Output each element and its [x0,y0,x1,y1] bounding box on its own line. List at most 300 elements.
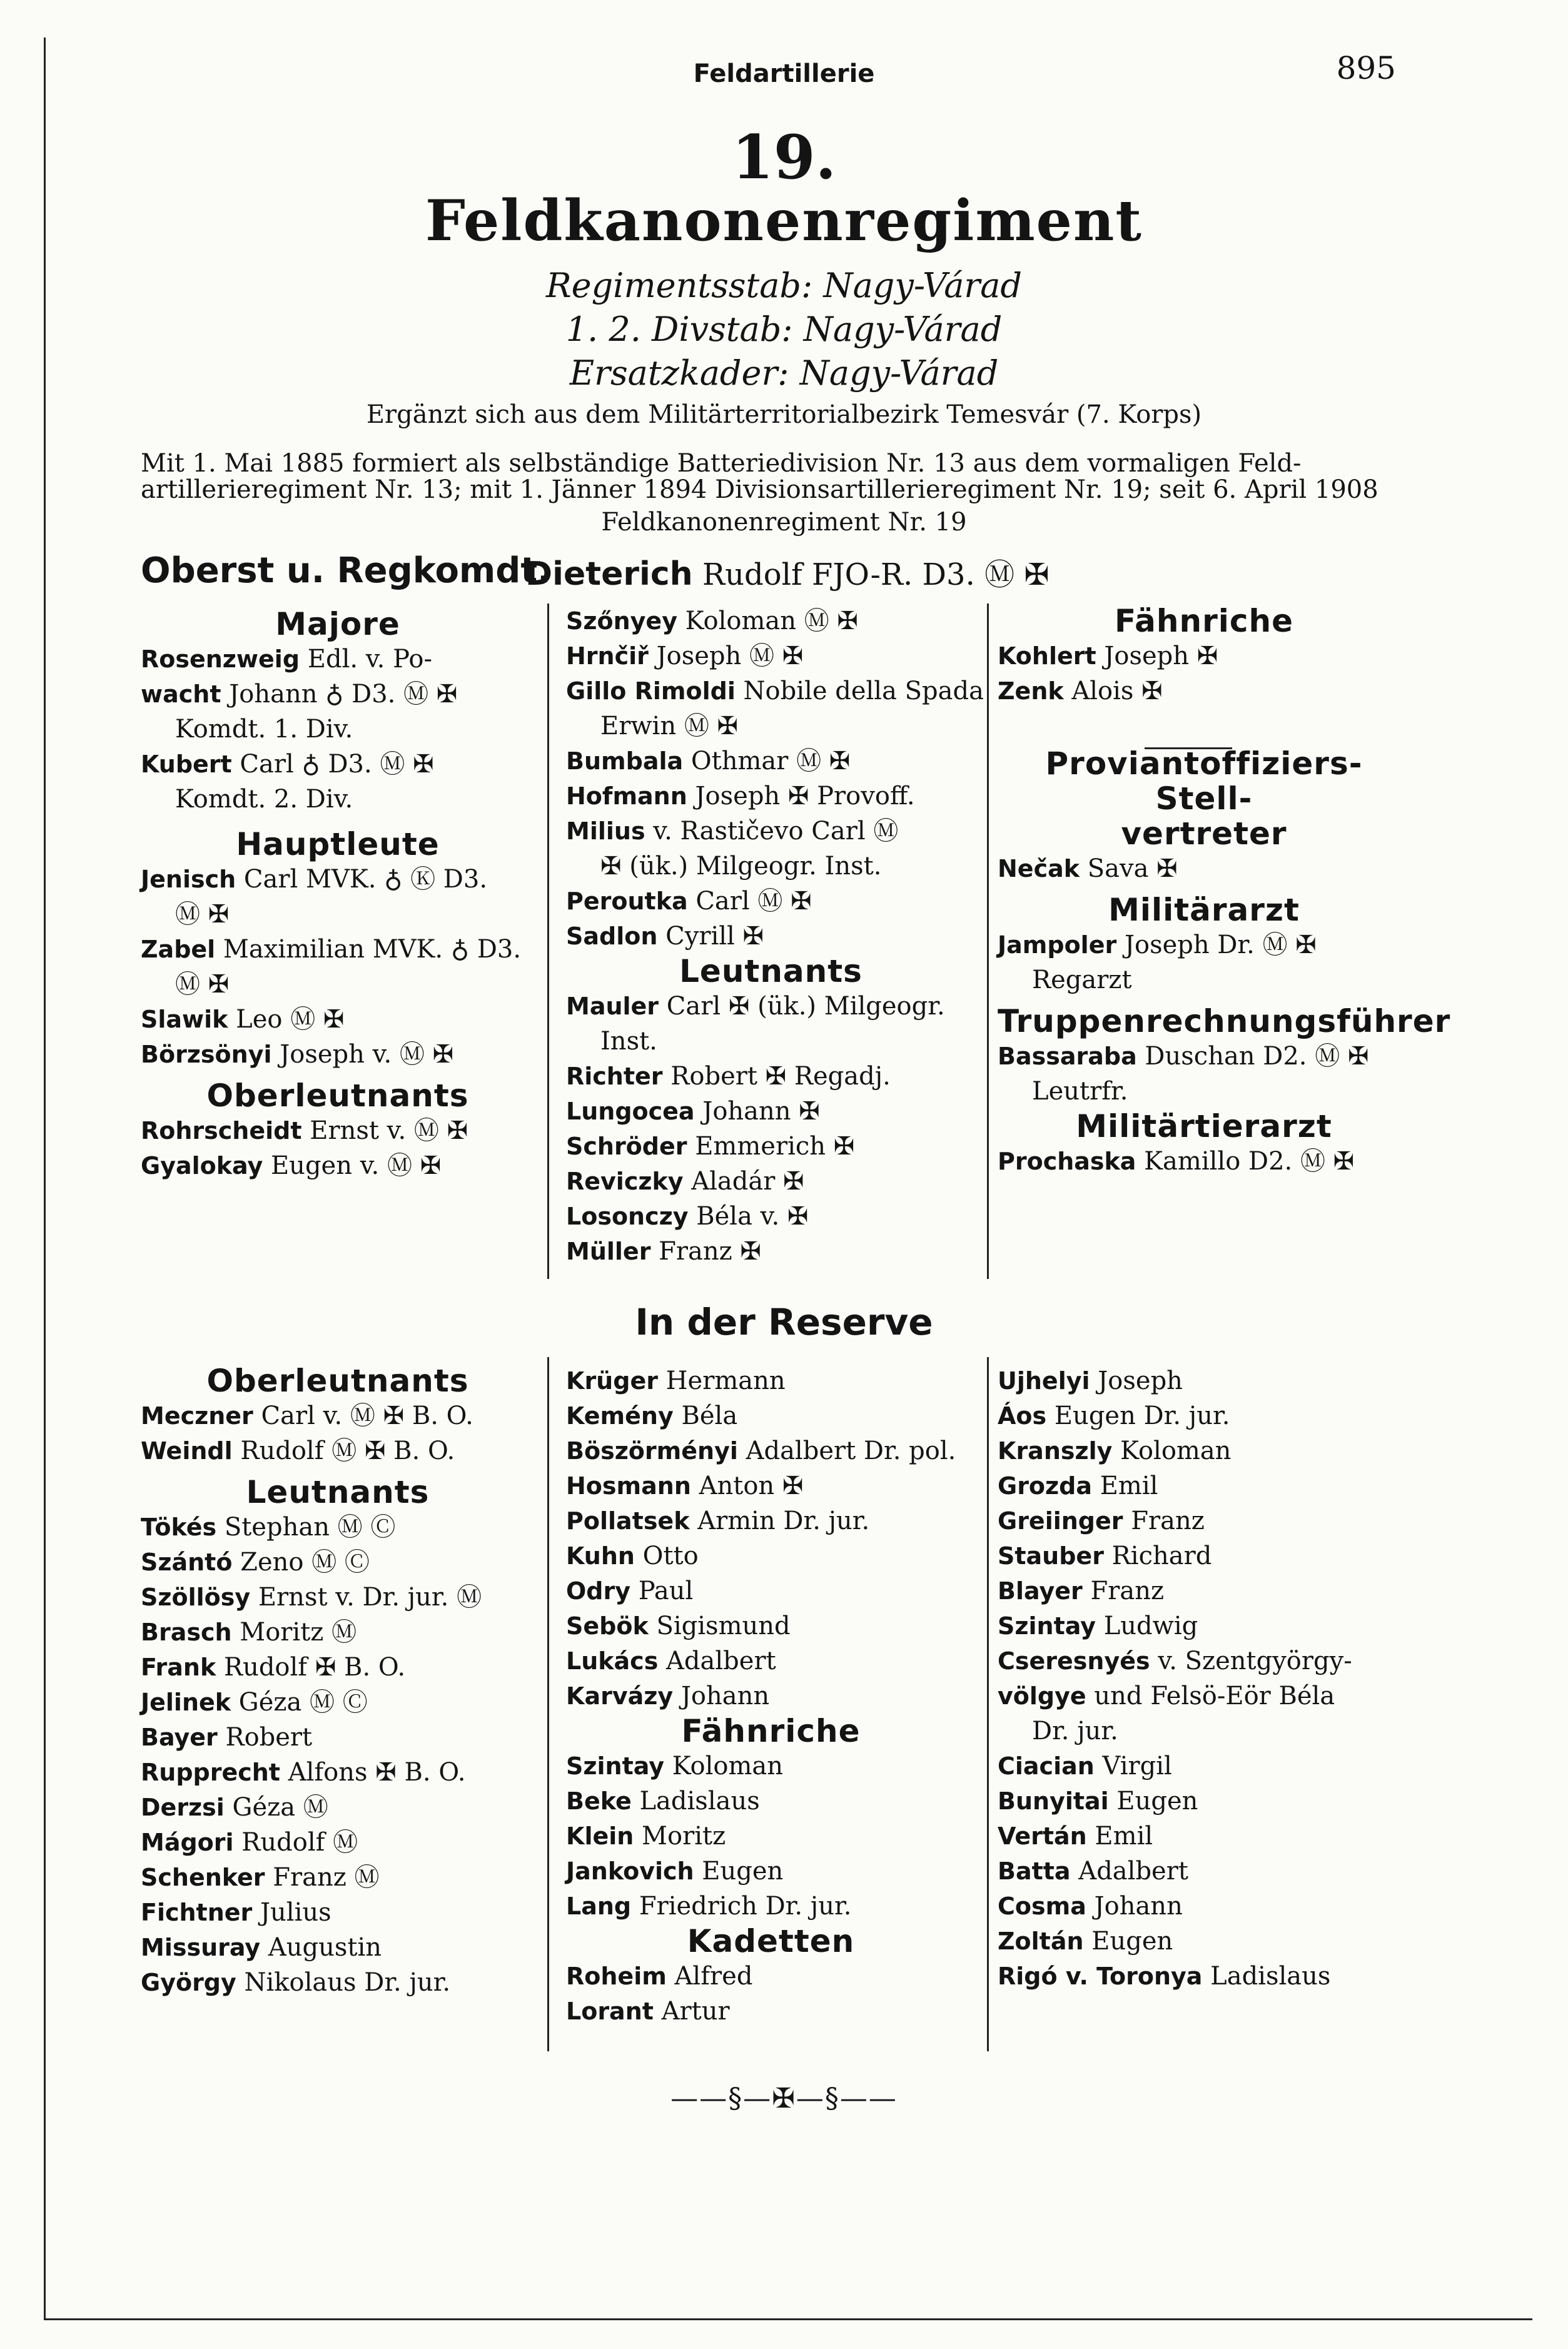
name-details: Leutrfr. [1032,1077,1128,1106]
name-details: Johann [673,1682,770,1710]
name-details: Kamillo D2. Ⓜ ✠ [1136,1147,1355,1176]
list-item [141,1790,535,1825]
surname: Mauler [566,993,659,1020]
list-item [998,1819,1410,1854]
name-details: Ⓜ ✠ [175,900,230,929]
history-line-2: artillerieregiment Nr. 13; mit 1. Jänner 1894 Divisionsartillerieregiment Nr. 19; seit 6. April 1908 [141,475,1378,504]
list-item [141,862,535,897]
name-details: Cyrill ✠ [657,922,764,951]
regiment-number: 19. [731,122,836,193]
surname: Karvázy [566,1682,674,1710]
name-details: Joseph v. Ⓜ ✠ [271,1040,454,1069]
surname: Missuray [141,1934,261,1961]
list-item [566,744,976,779]
surname: Weindl [141,1437,233,1465]
name-details: Joseph ✠ [1096,642,1218,670]
name-details: Dr. jur. [1032,1717,1118,1745]
list-item [566,1994,976,2029]
surname: Müller [566,1238,651,1265]
surname: Hofmann [566,782,687,810]
surname: Szőnyey [566,607,677,635]
name-details: Emmerich ✠ [687,1132,855,1161]
name-details: Edl. v. Po- [300,645,432,674]
surname: Kubert [141,750,232,778]
list-item [998,1398,1410,1433]
list-item [998,851,1410,886]
name-details: Alfons ✠ B. O. [280,1758,466,1787]
section-heading: Fähnriche [1114,603,1294,639]
surname: Hosmann [566,1472,691,1500]
name-details: Béla v. ✠ [688,1202,809,1231]
name-details: Rudolf Ⓜ [233,1828,358,1857]
list-item [998,1503,1410,1538]
list-item [566,709,976,744]
name-details: Leo Ⓜ ✠ [228,1005,345,1034]
name-details: und Felsö-Eör Béla [1086,1682,1335,1710]
surname: Frank [141,1654,216,1681]
surname: Stauber [998,1542,1104,1570]
surname: Brasch [141,1619,232,1646]
name-details: Johann ♁ D3. Ⓜ ✠ [221,680,458,709]
list-item [998,1784,1410,1819]
korps-note: Ergänzt sich aus dem Militärterritorialbezirk Temesvár (7. Korps) [366,400,1202,429]
surname: Jampoler [998,931,1117,959]
surname: György [141,1969,236,1996]
list-item [566,1819,976,1854]
surname: Áos [998,1402,1047,1430]
section-heading: Fähnriche [681,1713,861,1749]
list-item [998,1854,1410,1889]
name-details: Robert [217,1723,313,1752]
list-item [566,674,984,709]
name-details: Otto [634,1542,699,1570]
running-title: Feldartillerie [693,59,875,88]
list-item [998,1074,1410,1109]
list-item [141,1650,535,1685]
column-divider-2 [987,604,989,1279]
surname: Batta [998,1857,1071,1885]
list-item [566,1094,976,1129]
surname: Szöllösy [141,1584,251,1611]
name-details: Franz [1123,1507,1205,1535]
section-heading: Militärtierarzt [1076,1108,1332,1144]
list-item [998,1889,1410,1924]
regiment-title: Feldkanonenregiment [425,188,1143,254]
name-details: Alfred [666,1962,753,1991]
surname: Cosma [998,1892,1086,1920]
surname: Bumbala [566,747,684,775]
name-details: Adalbert Dr. pol. [737,1437,956,1465]
name-details: Ernst v. Ⓜ ✠ [301,1116,468,1145]
surname: Losonczy [566,1203,689,1230]
list-item [141,1895,535,1930]
list-item [998,1363,1410,1398]
list-item [141,747,535,782]
list-item [998,674,1410,709]
list-item [998,1039,1410,1074]
surname: Fichtner [141,1899,253,1926]
list-item [566,1398,976,1433]
name-details: Johann ✠ [694,1097,820,1126]
name-details: Alois ✠ [1063,677,1163,705]
name-details: Joseph ✠ Provoff. [687,782,915,811]
name-details: Virgil [1094,1752,1172,1781]
name-details: Joseph Ⓜ ✠ [648,642,804,670]
surname: Lang [566,1892,632,1920]
history-line-1: Mit 1. Mai 1885 formiert als selbständige Batteriedivision Nr. 13 aus dem vormaligen Feld- [141,449,1302,478]
station-regimentsstab: Regimentsstab: Nagy-Várad [546,266,1022,305]
name-details: Armin Dr. jur. [689,1507,870,1535]
section-heading: Leutnants [246,1474,430,1510]
surname: Jelinek [141,1689,231,1716]
list-item [998,962,1410,998]
name-details: Joseph [1090,1366,1183,1395]
list-item [566,639,976,674]
list-item [998,1574,1410,1609]
surname: Sebök [566,1612,649,1640]
list-item [566,1679,976,1714]
end-ornament: ——§—✠—§—— [670,2083,898,2114]
name-details: Franz Ⓜ [265,1863,380,1892]
name-details: Sigismund [648,1612,791,1640]
name-details: Othmar Ⓜ ✠ [683,747,851,775]
surname: Cseresnyés [998,1647,1150,1675]
surname: wacht [141,680,221,708]
surname: Schenker [141,1864,265,1891]
surname: völgye [998,1682,1086,1710]
list-item [566,1889,976,1924]
surname: Odry [566,1577,631,1605]
list-item [141,1545,535,1580]
list-item [141,1685,535,1720]
surname: Sadlon [566,922,658,950]
name-details: Géza Ⓜ [224,1793,328,1822]
list-item [141,1433,535,1468]
commander-rank: Oberst u. Regkomdt. [141,550,551,591]
name-details: Sava ✠ [1080,854,1178,883]
section-heading: vertreter [1121,816,1287,852]
list-item [566,1784,976,1819]
list-item [141,897,535,932]
name-details: Inst. [600,1027,657,1056]
surname: Gyalokay [141,1152,263,1180]
list-item [566,1129,976,1164]
surname: Klein [566,1822,634,1850]
list-item [141,932,535,967]
name-details: Koloman Ⓜ ✠ [677,607,858,635]
list-item [998,927,1410,962]
list-item [566,1644,976,1679]
name-details: Eugen [1108,1787,1198,1816]
reserve-column-2 [566,1363,976,2029]
name-details: Carl v. Ⓜ ✠ B. O. [253,1402,473,1430]
reserve-column-1 [141,1363,535,2000]
list-item [998,1679,1410,1714]
surname: Böszörményi [566,1437,738,1465]
surname: Meczner [141,1402,253,1430]
list-item [141,1002,535,1037]
commander-details: Rudolf FJO-R. D3. Ⓜ ✠ [702,557,1050,592]
surname: Grozda [998,1472,1092,1500]
list-item [141,967,535,1002]
surname: Kohlert [998,642,1096,670]
reserve-column-3 [998,1363,1410,1994]
section-heading: Militärarzt [1108,892,1300,928]
section-heading: Majore [275,606,400,642]
list-item [141,1930,535,1965]
section-heading: Oberleutnants [206,1078,469,1114]
surname: Richter [566,1063,663,1090]
station-divstab: 1. 2. Divstab: Nagy-Várad [565,310,1003,349]
name-details: Ludwig [1095,1612,1198,1640]
list-item [141,1510,535,1545]
list-item [141,782,535,817]
name-details: Ladislaus [1202,1962,1331,1991]
station-ersatzkader: Ersatzkader: Nagy-Várad [569,353,999,393]
name-details: Carl MVK. ♁ Ⓚ D3. [236,865,488,894]
name-details: Géza Ⓜ Ⓒ [231,1688,368,1717]
list-item [998,1924,1410,1959]
name-details: Adalbert [1070,1857,1188,1886]
name-details: Carl Ⓜ ✠ [687,887,812,916]
surname: Bayer [141,1724,218,1751]
list-item [566,919,976,954]
list-item [566,1609,976,1644]
name-details: Zeno Ⓜ Ⓒ [232,1548,370,1577]
list-item [141,1037,535,1072]
name-details: Eugen Dr. jur. [1046,1402,1230,1430]
list-item [998,639,1410,674]
name-details: Eugen [694,1857,784,1886]
name-details: Eugen v. Ⓜ ✠ [263,1151,442,1180]
list-item [141,1755,535,1790]
name-details: Robert ✠ Regadj. [662,1062,891,1091]
surname: Nečak [998,855,1080,882]
list-item [566,1749,976,1784]
list-item [998,1538,1410,1574]
list-item [566,1574,976,1609]
list-item [566,884,976,919]
section-heading: Proviantoffiziers-Stell- [1045,745,1363,817]
name-details: Paul [630,1577,694,1605]
surname: Derzsi [141,1794,225,1821]
section-heading: Oberleutnants [206,1363,469,1399]
surname: Zenk [998,677,1064,705]
name-details: Nobile della Spada [735,677,984,705]
name-details: Ⓜ ✠ [175,970,230,999]
name-details: Duschan D2. Ⓜ ✠ [1136,1042,1369,1071]
commander-surname: Dieterich [525,555,693,593]
name-details: Rudolf Ⓜ ✠ B. O. [232,1437,455,1465]
surname: Szántó [141,1548,233,1576]
name-details: Regarzt [1032,966,1132,994]
name-details: Hermann [657,1366,786,1395]
name-details: Adalbert [658,1647,776,1675]
list-item [141,1148,535,1183]
list-item [141,1825,535,1860]
list-item [566,1059,976,1094]
list-item [566,814,976,849]
surname: Lukács [566,1647,659,1675]
name-details: Maximilian MVK. ♁ D3. [215,935,522,964]
name-details: Artur [653,1997,730,2026]
list-item [141,1113,535,1148]
list-item [566,1363,976,1398]
list-item [566,604,976,639]
name-details: Aladár ✠ [683,1167,804,1196]
name-details: Stephan Ⓜ Ⓒ [216,1513,396,1542]
column-2 [566,604,984,1269]
list-item [566,1024,976,1059]
list-item [566,779,976,814]
surname: Ciacian [998,1752,1095,1780]
name-details: Carl ♁ D3. Ⓜ ✠ [231,750,434,779]
section-heading: Kadetten [687,1923,855,1959]
name-details: Carl ✠ (ük.) Milgeogr. [659,992,945,1021]
section-heading: Hauptleute [236,826,440,862]
list-item [566,1959,976,1994]
surname: Bunyitai [998,1787,1109,1815]
name-details: Moritz Ⓜ [231,1618,357,1647]
surname: Zoltán [998,1927,1084,1955]
name-details: Koloman [664,1752,784,1781]
name-details: Rudolf ✠ B. O. [216,1653,406,1682]
commander-name [525,550,1050,594]
name-details: Komdt. 1. Div. [175,715,353,744]
section-heading: Leutnants [679,953,862,989]
surname: Lungocea [566,1098,695,1125]
name-details: Komdt. 2. Div. [175,785,353,814]
list-item [998,1468,1410,1503]
list-item [566,1199,976,1234]
list-item [566,1433,976,1468]
list-item [566,849,976,884]
name-details: v. Rastičevo Carl Ⓜ [645,817,899,846]
surname: Szintay [998,1612,1096,1640]
list-item [141,1580,535,1615]
name-details: Joseph Dr. Ⓜ ✠ [1116,931,1317,959]
list-item [141,1860,535,1895]
list-item [998,1749,1410,1784]
column-divider-1 [547,604,549,1279]
name-details: Franz [1082,1577,1165,1605]
surname: Tökés [141,1513,217,1541]
section-heading: Truppenrechnungsführer [998,1003,1451,1039]
name-details: Erwin Ⓜ ✠ [600,712,739,740]
surname: Gillo Rimoldi [566,677,736,705]
surname: Szintay [566,1752,664,1780]
surname: Ujhelyi [998,1367,1090,1395]
name-details: Béla [673,1402,738,1430]
surname: Börzsönyi [141,1041,272,1068]
list-item [566,1503,976,1538]
surname: Blayer [998,1577,1083,1605]
list-item [998,1959,1410,1994]
name-details: Moritz [634,1822,726,1851]
surname: Krüger [566,1367,658,1395]
list-item [566,1854,976,1889]
surname: Zabel [141,936,216,963]
reserve-divider-1 [547,1357,549,2051]
surname: Jenisch [141,866,236,893]
surname: Vertán [998,1822,1087,1850]
surname: Slawik [141,1006,228,1033]
name-details: Richard [1103,1542,1212,1570]
list-item [141,1965,535,2000]
list-item [566,989,976,1024]
list-item [141,1398,535,1433]
column-3 [998,603,1451,1179]
name-details: Emil [1092,1472,1158,1500]
surname: Rosenzweig [141,645,300,673]
list-item [998,1714,1410,1749]
surname: Jankovich [566,1857,694,1885]
surname: Kranszly [998,1437,1113,1465]
history-line-3: Feldkanonenregiment Nr. 19 [601,508,967,537]
surname: Beke [566,1787,632,1815]
list-item [141,1720,535,1755]
name-details: Ladislaus [631,1787,760,1816]
list-item [566,1538,976,1574]
name-details: Augustin [260,1933,382,1962]
surname: Kuhn [566,1542,635,1570]
list-item [141,712,535,747]
name-details: Emil [1086,1822,1153,1851]
surname: Pollatsek [566,1507,690,1535]
name-details: Franz ✠ [650,1237,761,1266]
page-number: 895 [1336,50,1396,86]
surname: Mágori [141,1829,234,1856]
name-details: Nikolaus Dr. jur. [236,1968,451,1997]
name-details: Koloman [1112,1437,1232,1465]
name-details: Anton ✠ [690,1472,804,1500]
name-details: Julius [252,1898,331,1927]
surname: Milius [566,817,645,845]
list-item [998,1609,1410,1644]
surname: Bassaraba [998,1043,1137,1070]
surname: Peroutka [566,887,688,915]
reserve-divider-2 [987,1357,989,2051]
reserve-title: In der Reserve [635,1301,933,1343]
name-details: Friedrich Dr. jur. [631,1892,852,1921]
name-details: Johann [1086,1892,1183,1921]
surname: Hrnčiř [566,642,649,670]
surname: Kemény [566,1402,674,1430]
name-details: ✠ (ük.) Milgeogr. Inst. [600,852,882,881]
column-1 [141,607,535,1183]
surname: Roheim [566,1963,667,1990]
list-item [141,642,535,677]
name-details: Eugen [1083,1927,1173,1956]
list-item [998,1433,1410,1468]
name-details: v. Szentgyörgy- [1150,1647,1352,1675]
surname: Rupprecht [141,1759,280,1786]
list-item [998,1644,1410,1679]
surname: Reviczky [566,1168,684,1195]
list-item [998,1144,1410,1179]
surname: Prochaska [998,1148,1136,1175]
surname: Rigó v. Toronya [998,1963,1203,1990]
list-item [141,677,535,712]
surname: Rohrscheidt [141,1117,302,1144]
list-item [566,1164,976,1199]
name-details: Ernst v. Dr. jur. Ⓜ [250,1583,482,1612]
surname: Lorant [566,1998,654,2025]
surname: Greiinger [998,1507,1123,1535]
list-item [566,1234,976,1269]
list-item [141,1615,535,1650]
list-item [566,1468,976,1503]
